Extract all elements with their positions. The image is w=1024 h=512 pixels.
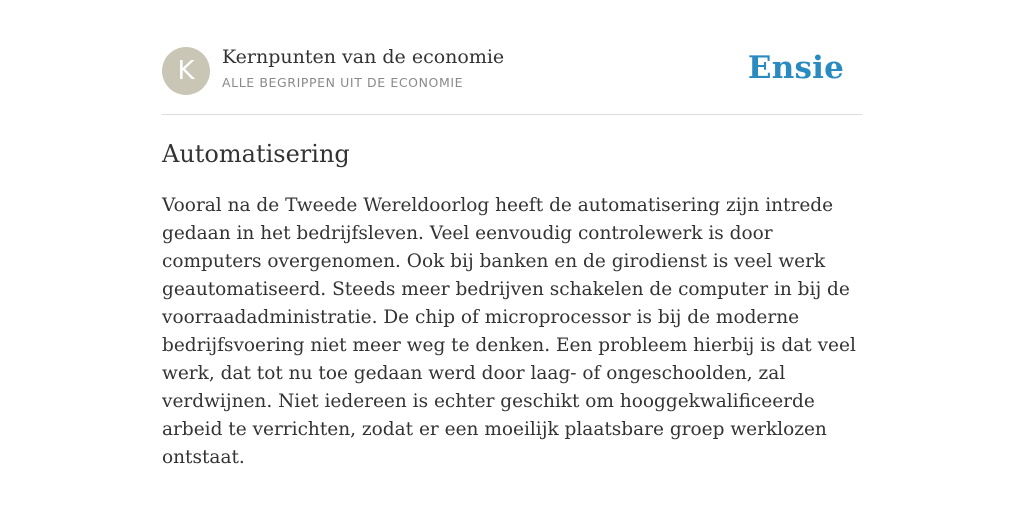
article-body: Vooral na de Tweede Wereldoorlog heeft de automatisering zijn intrede gedaan in het bedrijfsleven. Veel eenvoudig controlewerk is door computers overgenomen. Ook bij banken en de girodienst is veel werk geautomatiseerd. Steeds meer bedrijven schakelen de computer in bij de voorraadadministratie. De chip of microprocessor is bij de moderne bedrijfsvoering niet meer weg te denken. Een probleem hierbij is dat veel werk, dat tot nu toe gedaan werd door laag- of ongeschoolden, zal verdwijnen. Niet iedereen is echter geschikt om hooggekwalificeerde arbeid te verrichten, zodat er een moeilijk plaatsbare groep werklozen ontstaat. (162, 195, 856, 468)
header (162, 44, 862, 115)
site-subtitle: ALLE BEGRIPPEN UIT DE ECONOMIE (222, 75, 464, 90)
avatar[interactable]: K (162, 47, 210, 95)
article-title: Automatisering (162, 140, 350, 168)
page-container (162, 44, 862, 472)
ensie-logo[interactable]: Ensie (747, 50, 844, 86)
site-title-link[interactable]: Kernpunten van de economie (222, 46, 505, 68)
